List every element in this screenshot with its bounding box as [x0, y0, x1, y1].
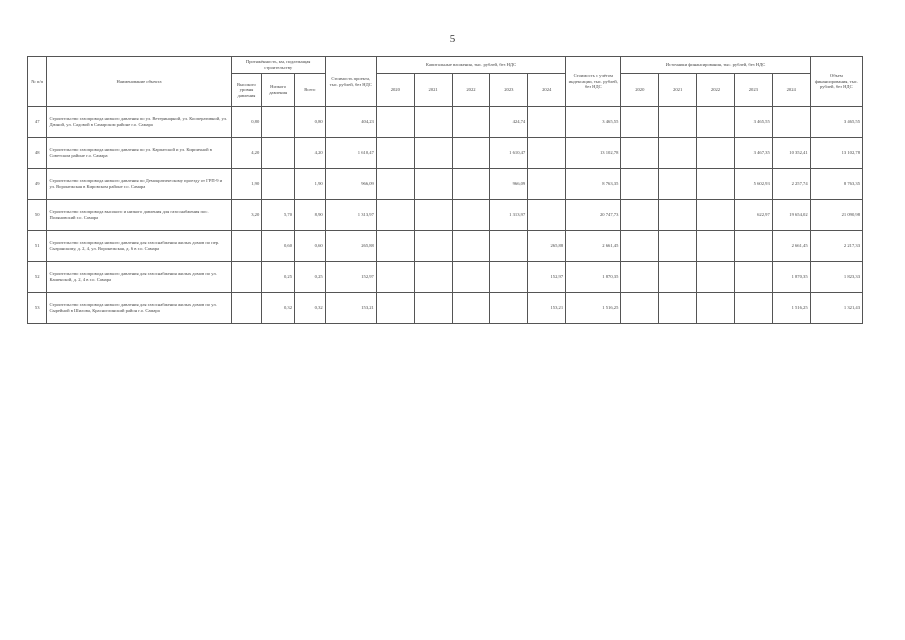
cell-s2021 [659, 262, 697, 293]
cell-h: 1,90 [231, 169, 262, 200]
cell-y2021 [414, 107, 452, 138]
header-src-2023: 2023 [734, 74, 772, 107]
cell-y2021 [414, 262, 452, 293]
cell-s2020 [621, 293, 659, 324]
cell-no: 47 [28, 107, 47, 138]
cell-l: 0,60 [262, 231, 295, 262]
cell-no: 51 [28, 231, 47, 262]
table-row [28, 262, 863, 293]
cell-y2024 [528, 107, 566, 138]
cell-y2020 [376, 107, 414, 138]
cell-cost: 1 610,47 [325, 138, 376, 169]
cell-y2020 [376, 231, 414, 262]
cell-total: 21 090,98 [810, 200, 862, 231]
cell-l: 0,32 [262, 293, 295, 324]
cell-name: Строительство газопровода низкого давления для газоснабжения жилых домов по пер. Сызранскому, д. 2, 4, ул. Воронежская, д. 6 в г.о. Самара [47, 231, 231, 262]
cell-y2022 [452, 231, 490, 262]
cell-h: 4,20 [231, 138, 262, 169]
cell-t: 4,20 [295, 138, 326, 169]
cell-cost: 265,88 [325, 231, 376, 262]
cell-total: 1 321,43 [810, 293, 862, 324]
header-cap-2022: 2022 [452, 74, 490, 107]
cell-y2020 [376, 169, 414, 200]
header-no: № п/п [28, 57, 47, 107]
cell-total: 8 763,35 [810, 169, 862, 200]
cell-y2020 [376, 200, 414, 231]
table-body [28, 107, 863, 324]
cell-s2024: 19 654,02 [772, 200, 810, 231]
cell-cost: 404,23 [325, 107, 376, 138]
cell-l: 0,25 [262, 262, 295, 293]
cell-idx: 13 102,78 [566, 138, 621, 169]
cell-h [231, 231, 262, 262]
cell-y2021 [414, 169, 452, 200]
cell-y2024 [528, 169, 566, 200]
table-row [28, 138, 863, 169]
cell-y2020 [376, 293, 414, 324]
cell-y2023: 1 610,47 [490, 138, 528, 169]
cell-y2024: 153,21 [528, 293, 566, 324]
cell-h [231, 293, 262, 324]
cell-t: 8,90 [295, 200, 326, 231]
cell-y2021 [414, 200, 452, 231]
cell-s2022 [697, 293, 735, 324]
cell-total: 1 823,33 [810, 262, 862, 293]
cell-y2023 [490, 293, 528, 324]
cell-total: 13 102,78 [810, 138, 862, 169]
header-src-2021: 2021 [659, 74, 697, 107]
header-length-total: Всего [295, 74, 326, 107]
cell-s2022 [697, 262, 735, 293]
cell-y2022 [452, 200, 490, 231]
header-src-2020: 2020 [621, 74, 659, 107]
cell-s2023 [734, 262, 772, 293]
cell-total: 3 465,55 [810, 107, 862, 138]
cell-name: Строительство газопровода высокого и низкого давления для газоснабжения пос. Поляновский г.о. Самара [47, 200, 231, 231]
cell-t: 0,60 [295, 231, 326, 262]
cell-s2024 [772, 107, 810, 138]
header-total: Объем финансирования, тыс. рублей, без НДС [810, 57, 862, 107]
cell-y2020 [376, 262, 414, 293]
cell-y2021 [414, 293, 452, 324]
cell-s2021 [659, 231, 697, 262]
cell-s2021 [659, 138, 697, 169]
cell-name: Строительство газопровода низкого давления по ул. Карпатской и ул. Кирпичной в Советском районе г.о. Самара [47, 138, 231, 169]
cell-l [262, 107, 295, 138]
cell-s2020 [621, 138, 659, 169]
cell-no: 49 [28, 169, 47, 200]
cell-y2022 [452, 138, 490, 169]
cell-s2020 [621, 231, 659, 262]
cell-s2023 [734, 293, 772, 324]
cell-no: 52 [28, 262, 47, 293]
cell-t: 0,25 [295, 262, 326, 293]
cell-y2022 [452, 107, 490, 138]
cell-s2022 [697, 231, 735, 262]
cell-l [262, 138, 295, 169]
cell-h [231, 262, 262, 293]
cell-s2022 [697, 169, 735, 200]
cell-s2020 [621, 169, 659, 200]
cell-s2023 [734, 231, 772, 262]
header-indexed-cost: Стоимость с учётом индексации, тыс. рублей, без НДС [566, 57, 621, 107]
cell-no: 50 [28, 200, 47, 231]
cell-t: 0,80 [295, 107, 326, 138]
cell-y2023: 424,74 [490, 107, 528, 138]
cell-idx: 2 661,45 [566, 231, 621, 262]
cell-cost: 152,97 [325, 262, 376, 293]
cell-idx: 1 516,25 [566, 293, 621, 324]
cell-s2022 [697, 107, 735, 138]
cell-cost: 153,21 [325, 293, 376, 324]
cell-s2020 [621, 107, 659, 138]
cell-y2023: 966,09 [490, 169, 528, 200]
cell-y2024: 265,88 [528, 231, 566, 262]
header-length-high: Высокого уровня давления [231, 74, 262, 107]
cell-idx: 8 763,35 [566, 169, 621, 200]
header-cap-2023: 2023 [490, 74, 528, 107]
header-cap-2024: 2024 [528, 74, 566, 107]
cell-y2022 [452, 293, 490, 324]
cell-h: 0,80 [231, 107, 262, 138]
cell-t: 1,90 [295, 169, 326, 200]
cell-y2024 [528, 138, 566, 169]
cell-t: 0,32 [295, 293, 326, 324]
cell-y2023 [490, 231, 528, 262]
cell-y2024 [528, 200, 566, 231]
table-row [28, 169, 863, 200]
cell-s2020 [621, 262, 659, 293]
table-row [28, 231, 863, 262]
header-sources-group: Источники финансирования, тыс. рублей, без НДС [621, 57, 810, 74]
cell-l: 5,70 [262, 200, 295, 231]
header-name: Наименование объекта [47, 57, 231, 107]
header-cost: Стоимость проекта, тыс. рублей, без НДС [325, 57, 376, 107]
table-row [28, 200, 863, 231]
cell-name: Строительство газопровода низкого давления по ул. Ветеринарной, ул. Кооперативной, ул. Дачной, ул. Садовой в Самарском районе г.о. Самара [47, 107, 231, 138]
cell-l [262, 169, 295, 200]
cell-idx: 20 747,73 [566, 200, 621, 231]
cell-y2022 [452, 262, 490, 293]
header-src-2022: 2022 [697, 74, 735, 107]
cell-s2022 [697, 200, 735, 231]
cell-s2021 [659, 169, 697, 200]
cell-y2022 [452, 169, 490, 200]
cell-y2021 [414, 138, 452, 169]
cell-s2024: 10 352,41 [772, 138, 810, 169]
cell-s2021 [659, 107, 697, 138]
cell-idx: 3 465,55 [566, 107, 621, 138]
cell-s2023: 622,97 [734, 200, 772, 231]
cell-s2024: 1 516,25 [772, 293, 810, 324]
cell-y2023: 1 313,97 [490, 200, 528, 231]
cell-cost: 966,09 [325, 169, 376, 200]
cell-no: 48 [28, 138, 47, 169]
investment-table [27, 56, 863, 324]
cell-s2023: 5 602,93 [734, 169, 772, 200]
cell-s2020 [621, 200, 659, 231]
table-row [28, 107, 863, 138]
cell-s2024: 2 257,74 [772, 169, 810, 200]
cell-s2023: 3 465,55 [734, 107, 772, 138]
cell-name: Строительство газопровода низкого давления по Демократическому проезду от ГРП-9 и ул. Воронежская в Кировском районе г.о. Самара [47, 169, 231, 200]
cell-name: Строительство газопровода низкого давления для газоснабжения жилых домов по ул. Сырейной в Шилова, Красноглинский район г.о. Самара [47, 293, 231, 324]
cell-s2021 [659, 200, 697, 231]
cell-h: 3,20 [231, 200, 262, 231]
header-row-1 [28, 57, 863, 74]
cell-y2020 [376, 138, 414, 169]
page-number: 5 [449, 33, 456, 45]
cell-y2023 [490, 262, 528, 293]
cell-s2021 [659, 293, 697, 324]
cell-y2024: 152,97 [528, 262, 566, 293]
cell-y2021 [414, 231, 452, 262]
header-cap-2020: 2020 [376, 74, 414, 107]
header-src-2024: 2024 [772, 74, 810, 107]
header-cap-2021: 2021 [414, 74, 452, 107]
header-length-low: Низкого давления [262, 74, 295, 107]
cell-s2024: 1 870,35 [772, 262, 810, 293]
cell-cost: 1 313,97 [325, 200, 376, 231]
cell-idx: 1 870,35 [566, 262, 621, 293]
cell-no: 53 [28, 293, 47, 324]
cell-s2024: 2 661,45 [772, 231, 810, 262]
cell-s2022 [697, 138, 735, 169]
header-length-group: Протяжённость, км, подлежащая строительству [231, 57, 325, 74]
cell-total: 2 217,33 [810, 231, 862, 262]
header-capital-group: Капитальные вложения, тыс. рублей, без НДС [376, 57, 565, 74]
cell-s2023: 3 467,35 [734, 138, 772, 169]
table-row [28, 293, 863, 324]
cell-name: Строительство газопровода низкого давления для газоснабжения жилых домов по ул. Кашенской, д. 2, 4 в г.о. Самара [47, 262, 231, 293]
